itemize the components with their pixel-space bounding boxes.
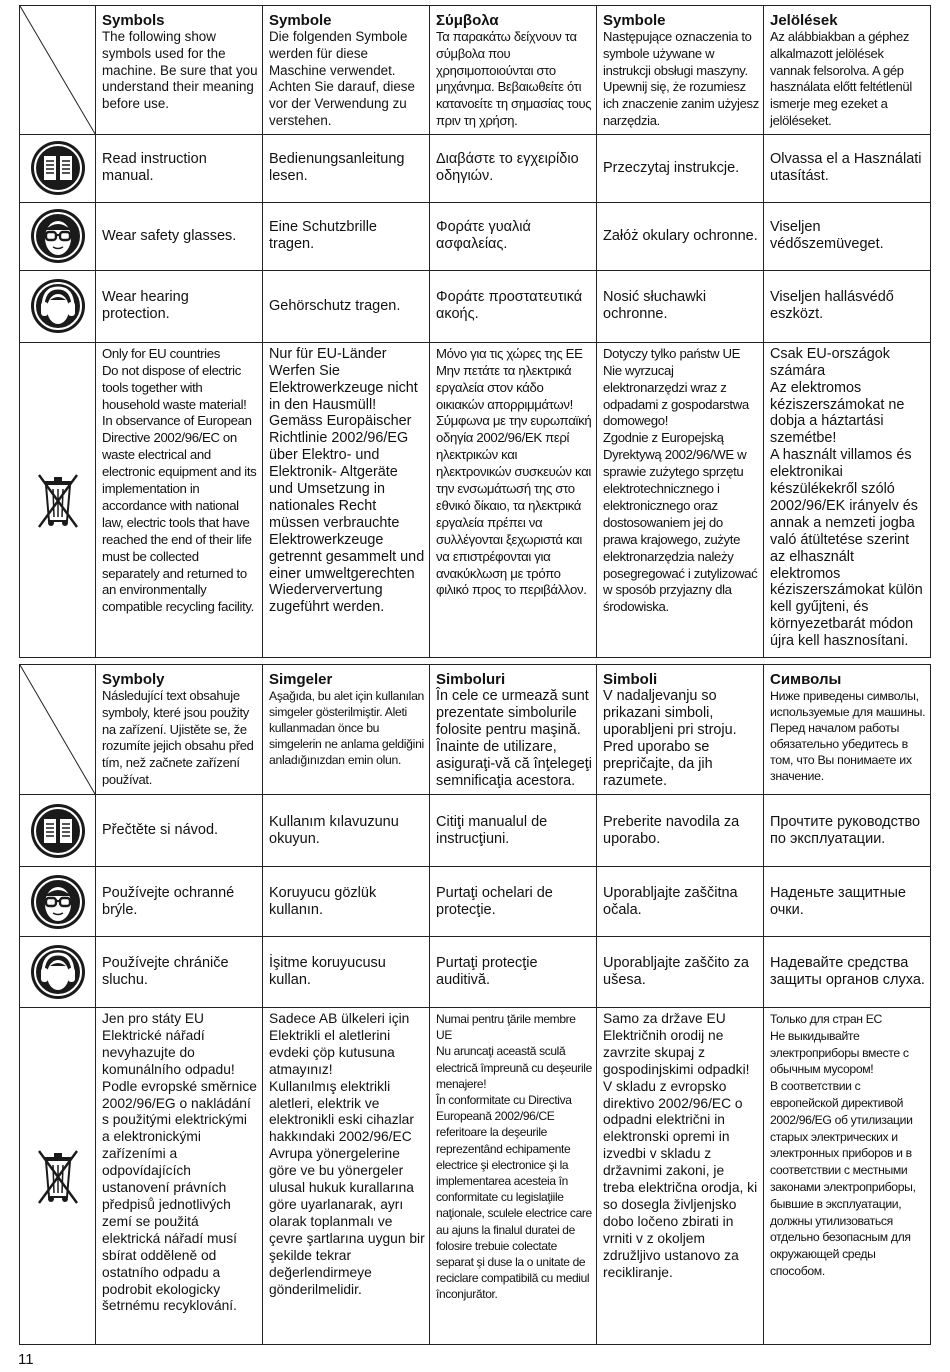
header-row <box>20 665 931 795</box>
hearing-protection-icon <box>30 944 86 1000</box>
eu-disposal-text-body: Numai pentru ţările membre UE Nu aruncaţi această sculă electrică împreună cu deşeurile menajere! În conformitate cu Directiva Europeană 2002/96/CE referitoare la deşeurile reprezentând echipamente electrice şi electronice şi la implementarea acesteia în conformitate cu legislaţiile naţionale, sculele electrice care au ajuns la finalul duratei de folosire trebuie colectate separat şi duse la o unitate de reciclare compatibilă cu mediul înconjurător. <box>436 1012 592 1302</box>
glasses-text: Φοράτε γυαλιά ασφαλείας. <box>430 202 597 270</box>
crossed-bin-icon <box>33 469 83 531</box>
safety-glasses-icon <box>30 208 86 264</box>
section-intro: V nadaljevanju so prikazani simboli, uporabljeni pri stroju. Pred uporabo se prepričajte, da jih razumete. <box>603 688 737 789</box>
hearing-text: Purtaţi protecţie auditivă. <box>430 937 597 1008</box>
hearing-text: Wear hearing protection. <box>96 270 263 342</box>
section-intro: Az alábbiakban a géphez alkalmazott jelölések vannak felsorolva. A gép használata előtt feltétlenül ismerje meg ezeket a jelöléseket. <box>770 29 912 128</box>
row-read-manual <box>20 134 931 202</box>
row-safety-glasses <box>20 202 931 270</box>
section-title: Символы <box>770 671 842 688</box>
manual-text: Citiţi manualul de instrucţiuni. <box>430 795 597 867</box>
section-intro: Τα παρακάτω δείχνουν τα σύμβολα που χρησιμοποιούνται στο μηχάνημα. Βεβαιωθείτε ότι κατανοείτε τη σημασίας τους πριν τη χρήση. <box>436 29 592 128</box>
hearing-text: Nosić słuchawki ochronne. <box>597 270 764 342</box>
lang-header-sl <box>597 665 764 795</box>
manual-text: Preberite navodila za uporabo. <box>597 795 764 867</box>
row-safety-glasses <box>20 867 931 937</box>
glasses-text: Załóż okulary ochronne. <box>597 202 764 270</box>
icon-cell <box>20 795 96 867</box>
eu-disposal-text <box>263 342 430 657</box>
manual-text: Przeczytaj instrukcje. <box>597 134 764 202</box>
section-intro: Die folgenden Symbole werden für diese Maschine verwendet. Achten Sie darauf, diese vor der Verwendung zu verstehen. <box>269 29 415 128</box>
crossed-bin-icon <box>33 1145 83 1207</box>
section-intro: Aşağıda, bu alet için kullanılan simgeler gösterilmiştir. Aleti kullanmadan önce bu simgelerin ne anlama geldiğini anladığınızdan emin olun. <box>269 689 425 767</box>
eu-disposal-text-body: Μόνο για τις χώρες της ΕΕ Μην πετάτε τα ηλεκτρικά εργαλεία στον κάδο οικιακών απορριμμάτων! Σύμφωνα με την ευρωπαϊκή οδηγία 2002/96/ΕΚ περί ηλεκτρικών και ηλεκτρονικών συσκευών και την ενσωμάτωσή της στο εθνικό δίκαιο, τα ηλεκτρικά εργαλεία πρέπει να συλλέγονται ξεχωριστά και να επιστρέφονται για ανακύκλωση με τρόπο φιλικό προς το περιβάλλον. <box>436 345 592 598</box>
header-row <box>20 6 931 135</box>
icon-cell <box>20 1008 96 1345</box>
icon-cell <box>20 202 96 270</box>
section-title: Simboli <box>603 671 658 688</box>
lang-header-ro <box>430 665 597 795</box>
eu-disposal-text <box>597 342 764 657</box>
manual-text: Olvassa el a Használati utasítást. <box>764 134 931 202</box>
lang-header-de <box>263 6 430 135</box>
eu-disposal-text <box>96 1008 263 1345</box>
lang-header-hu <box>764 6 931 135</box>
hearing-text: Φοράτε προστατευτικά ακοής. <box>430 270 597 342</box>
section-intro: Następujące oznaczenia to symbole używane w instrukcji obsługi maszyny. Upewnij się, że rozumiesz ich znaczenie zanim użyjesz narzędzia. <box>603 29 759 128</box>
symbols-table-2 <box>19 664 931 1345</box>
icon-cell <box>20 342 96 657</box>
eu-disposal-text <box>597 1008 764 1345</box>
eu-disposal-text-body: Csak EU-országok számára Az elektromos kéziszerszámokat ne dobja a háztartási szemétbe! A használt villamos és elektronikai készülékekről szóló 2002/96/EK irányelv és annak a nemzeti jogba való átültetése szerint az elhasznált elektromos kéziszerszámokat külön kell gyűjteni, és környezetbarát módon újra kell hasznosítani. <box>770 345 923 650</box>
page-number: 11 <box>18 1351 34 1368</box>
icon-cell <box>20 867 96 937</box>
lang-header-ru <box>764 665 931 795</box>
icon-cell <box>20 270 96 342</box>
row-eu-disposal <box>20 1008 931 1345</box>
manual-text: Přečtěte si návod. <box>96 795 263 867</box>
eu-disposal-text <box>96 342 263 657</box>
glasses-text: Wear safety glasses. <box>96 202 263 270</box>
row-hearing-protection <box>20 937 931 1008</box>
manual-text: Bedienungsanleitung lesen. <box>263 134 430 202</box>
eu-disposal-text-body: Dotyczy tylko państw UE Nie wyrzucaj elektronarzędzi wraz z odpadami z gospodarstwa domowego! Zgodnie z Europejską Dyrektywą 2002/96/WE w sprawie zużytego sprzętu elektrotechnicznego i elektronicznego oraz dostosowaniem jej do prawa krajowego, zużyte elektronarzędzia należy posegregować i zutylizować w sposób przyjazny dla środowiska. <box>603 345 758 615</box>
eu-disposal-text <box>430 342 597 657</box>
eu-disposal-text <box>430 1008 597 1345</box>
lang-header-pl <box>597 6 764 135</box>
section-intro: Následující text obsahuje symboly, které jsou použity na zařízení. Ujistěte se, že rozumíte jejich obsahu před tím, než začnete zařízení používat. <box>102 688 254 787</box>
eu-disposal-text <box>764 342 931 657</box>
hearing-protection-icon <box>30 278 86 334</box>
section-intro: Ниже приведены символы, используемые для машины. Перед началом работы обязательно убедитесь в том, что Вы понимаете их значение. <box>770 689 926 783</box>
icon-cell <box>20 937 96 1008</box>
row-eu-disposal <box>20 342 931 657</box>
lang-header-en <box>96 6 263 135</box>
row-read-manual <box>20 795 931 867</box>
eu-disposal-text <box>263 1008 430 1345</box>
eu-disposal-text <box>764 1008 931 1345</box>
hearing-text: Uporabljajte zaščito za ušesa. <box>597 937 764 1008</box>
eu-disposal-text-body: Jen pro státy EU Elektrické nářadí nevyhazujte do komunálního odpadu! Podle evropské směrnice 2002/96/EG o nakládání s použitými elektrickými a elektronickými zařízeními a odpovídajících ustanovení právních předpisů jednotlivých zemí se použitá elektrická nářadí musí sbírat odděleně od ostatního odpadu a podrobit ekologicky šetrnému recyklování. <box>102 1011 257 1314</box>
lang-header-el <box>430 6 597 135</box>
icon-cell <box>20 134 96 202</box>
manual-text: Read instruction manual. <box>96 134 263 202</box>
manual-text: Διαβάστε το εγχειρίδιο οδηγιών. <box>430 134 597 202</box>
glasses-text: Používejte ochranné brýle. <box>96 867 263 937</box>
eu-disposal-text-body: Nur für EU-Länder Werfen Sie Elektrowerkzeuge nicht in den Hausmüll! Gemäss Europäischer Richtlinie 2002/96/EG über Elektro- und Elektronik- Altgeräte und Umsetzung in nationales Recht müssen verbrauchte Elektrowerkzeuge getrennt gesammelt und einer umweltgerechten Wiederververtung zugeführt werden. <box>269 345 425 616</box>
section-intro: The following show symbols used for the machine. Be sure that you understand their meaning before use. <box>102 29 258 112</box>
hearing-text: Viseljen hallásvédő eszközt. <box>764 270 931 342</box>
glasses-text: Purtaţi ochelari de protecţie. <box>430 867 597 937</box>
section-title: Symbole <box>603 12 666 29</box>
read-manual-icon <box>30 803 86 859</box>
manual-text: Kullanım kılavuzunu okuyun. <box>263 795 430 867</box>
section-intro: În cele ce urmează sunt prezentate simbolurile folosite pentru maşină. Înainte de utilizare, asiguraţi-vă că înţelegeţi semnificaţia acestora. <box>436 688 592 789</box>
eu-disposal-text-body: Только для стран ЕС Не выкидывайте электроприборы вместе с обычным мусором! В соответствии с европейской директивой 2002/96/EG об утилизации старых электрических и электронных приборов и в соответствии с местными законами электроприборы, бывшие в эксплуатации, должны утилизоваться отдельно безопасным для окружающей среды способом. <box>770 1012 916 1278</box>
section-title: Simboluri <box>436 671 506 688</box>
eu-disposal-text-body: Sadece AB ülkeleri için Elektrikli el aletlerini evdeki çöp kutusuna atmayınız! Kullanılmış elektrikli aletleri, elektrik ve elektronikli eski cihazlar hakkındaki 2002/96/EC Avrupa yönergelerine göre ve bu yönergeler ulusal hukuk kurallarına göre uyarlanarak, ayrı olarak toplanmalı ve çevre şartlarına uygun bir şekilde tekrar değerlendirmeye gönderilmelidir. <box>269 1011 425 1297</box>
diagonal-corner-cell <box>20 665 96 795</box>
glasses-text: Uporabljajte zaščitna očala. <box>597 867 764 937</box>
section-title: Σύμβολα <box>436 12 499 29</box>
safety-glasses-icon <box>30 874 86 930</box>
hearing-text: Používejte chrániče sluchu. <box>96 937 263 1008</box>
section-title: Symboly <box>102 671 165 688</box>
read-manual-icon <box>30 140 86 196</box>
section-title: Symbole <box>269 12 332 29</box>
symbols-table-1 <box>19 5 931 658</box>
section-title: Simgeler <box>269 671 333 688</box>
eu-disposal-text-body: Samo za države EU Električnih orodij ne zavrzite skupaj z gospodinjskimi odpadki! V skladu z evropsko direktivo 2002/96/EC o odpadni električni in elektronski opremi in izvedbi v skladu z državnimi zakoni, je treba električna orodja, ki so dosegla življenjsko dobo ločeno zbirati in vrniti v z okoljem združljivo ustanovo za recikliranje. <box>603 1011 758 1280</box>
section-title: Jelölések <box>770 12 838 29</box>
glasses-text: Eine Schutzbrille tragen. <box>263 202 430 270</box>
eu-disposal-text-body: Only for EU countries Do not dispose of electric tools together with household waste material! In observance of European Directive 2002/96/EC on waste electrical and electronic equipment and its implementation in accordance with national law, electric tools that have reached the end of their life must be collected separately and returned to an environmentally compatible recycling facility. <box>102 345 257 615</box>
hearing-text: Gehörschutz tragen. <box>263 270 430 342</box>
glasses-text: Наденьте защитные очки. <box>764 867 931 937</box>
lang-header-cs <box>96 665 263 795</box>
section-title: Symbols <box>102 12 165 29</box>
hearing-text: Надевайте средства защиты органов слуха. <box>764 937 931 1008</box>
glasses-text: Viseljen védőszemüveget. <box>764 202 931 270</box>
glasses-text: Koruyucu gözlük kullanın. <box>263 867 430 937</box>
manual-text: Прочтите руководство по эксплуатации. <box>764 795 931 867</box>
row-hearing-protection <box>20 270 931 342</box>
diagonal-corner-cell <box>20 6 96 135</box>
hearing-text: İşitme koruyucusu kullan. <box>263 937 430 1008</box>
lang-header-tr <box>263 665 430 795</box>
